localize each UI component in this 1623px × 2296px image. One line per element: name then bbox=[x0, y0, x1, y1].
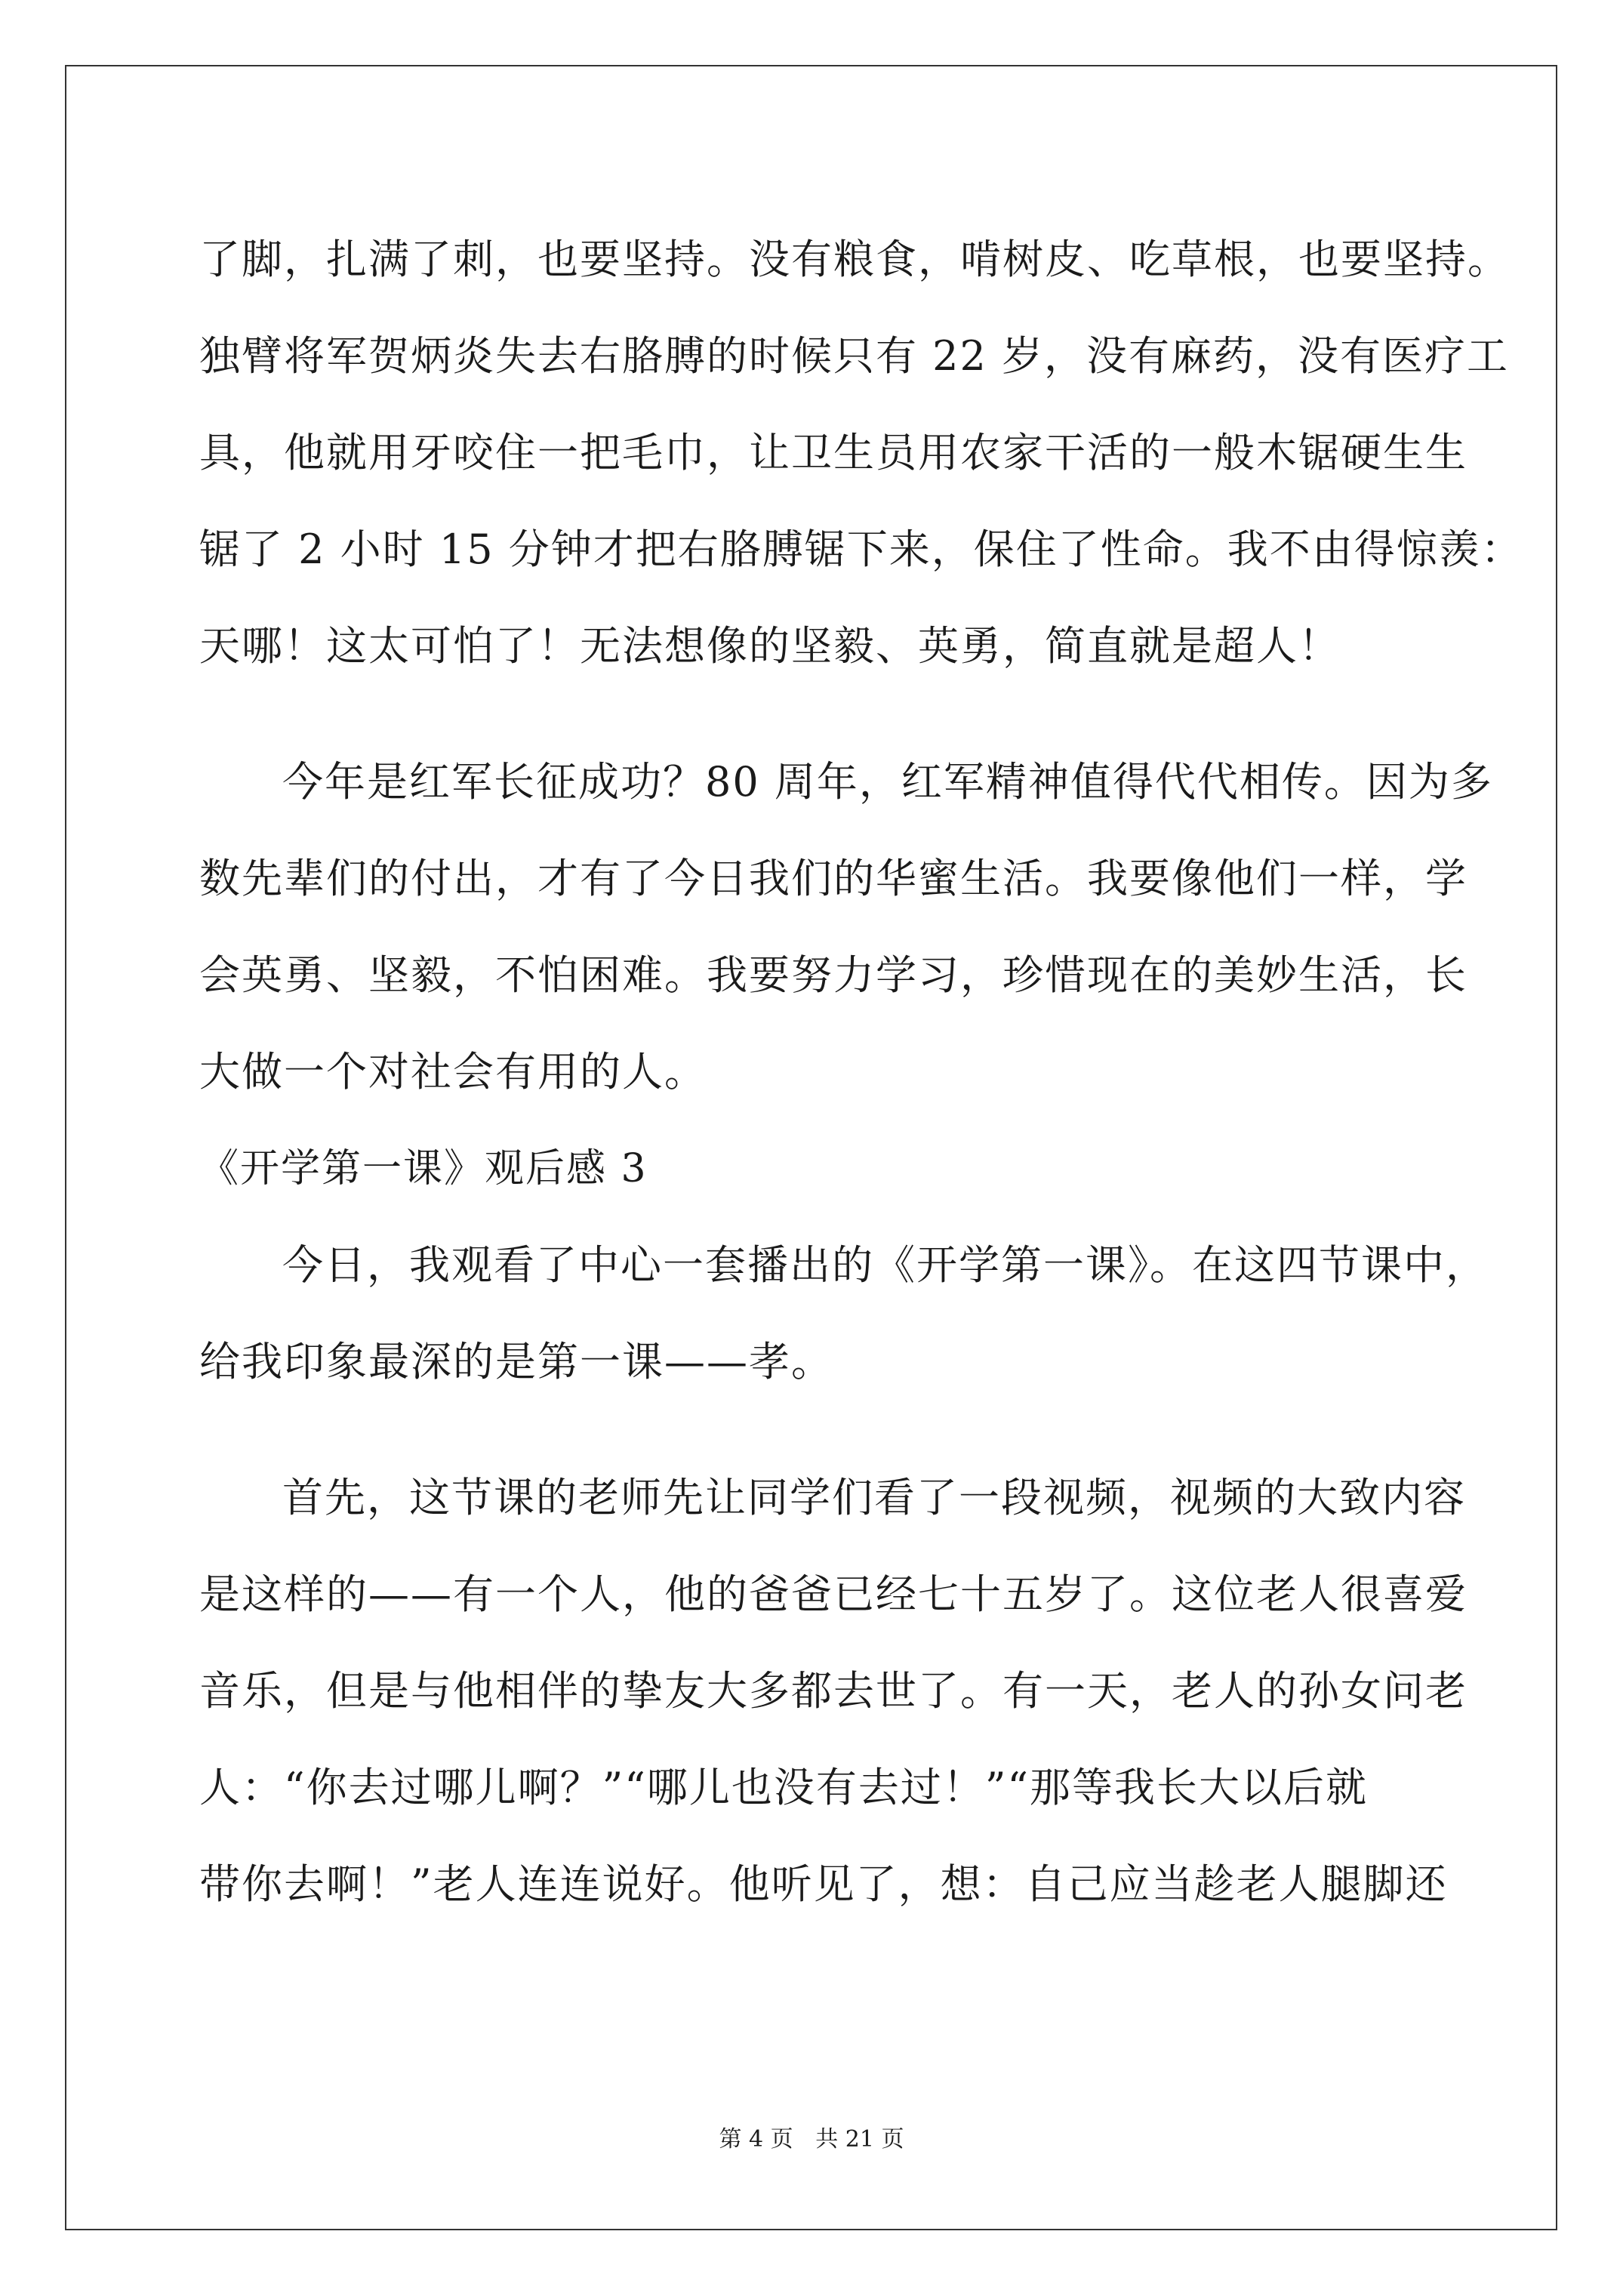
text-line: 天哪！这太可怕了！无法想像的坚毅、英勇，简直就是超人！ bbox=[199, 622, 1341, 670]
text-line: 数先辈们的付出，才有了今日我们的华蜜生活。我要像他们一样，学 bbox=[199, 855, 1467, 902]
text-lines bbox=[199, 211, 1523, 1933]
text-line: 给我印象最深的是第一课——孝。 bbox=[199, 1338, 833, 1385]
text-line: 是这样的——有一个人，他的爸爸已经七十五岁了。这位老人很喜爱 bbox=[199, 1570, 1467, 1618]
text-line: 大做一个对社会有用的人。 bbox=[199, 1048, 707, 1096]
page-footer bbox=[0, 2120, 1623, 2153]
text-line: 独臂将军贺炳炎失去右胳膊的时候只有 22 岁，没有麻药，没有医疗工 bbox=[199, 332, 1510, 380]
text-line: 今年是红军长征成功？80 周年，红军精神值得代代相传。因为多 bbox=[282, 758, 1493, 806]
page-total: 共 21 页 bbox=[815, 2126, 904, 2153]
text-line: 会英勇、坚毅，不怕困难。我要努力学习，珍惜现在的美妙生活，长 bbox=[199, 951, 1467, 999]
text-line: 人：“你去过哪儿啊？”“哪儿也没有去过！”“那等我长大以后就 bbox=[199, 1764, 1369, 1811]
text-line: 音乐，但是与他相伴的挚友大多都去世了。有一天，老人的孙女问老 bbox=[199, 1667, 1467, 1715]
text-line: 了脚，扎满了刺，也要坚持。没有粮食，啃树皮、吃草根，也要坚持。 bbox=[199, 236, 1510, 283]
text-line: 具，他就用牙咬住一把毛巾，让卫生员用农家干活的一般木锯硬生生 bbox=[199, 429, 1467, 476]
text-line: 带你去啊！”老人连连说好。他听见了，想：自己应当趁老人腿脚还 bbox=[199, 1860, 1448, 1908]
text-line: 锯了 2 小时 15 分钟才把右胳膊锯下来，保住了性命。我不由得惊羡： bbox=[199, 525, 1523, 573]
document-body bbox=[199, 211, 1523, 1933]
section-heading: 《开学第一课》观后感 3 bbox=[199, 1146, 648, 1191]
text-line: 今日，我观看了中心一套播出的《开学第一课》。在这四节课中， bbox=[282, 1241, 1488, 1289]
page-number: 第 4 页 bbox=[719, 2126, 793, 2153]
text-line: 首先，这节课的老师先让同学们看了一段视频，视频的大致内容 bbox=[282, 1474, 1466, 1521]
